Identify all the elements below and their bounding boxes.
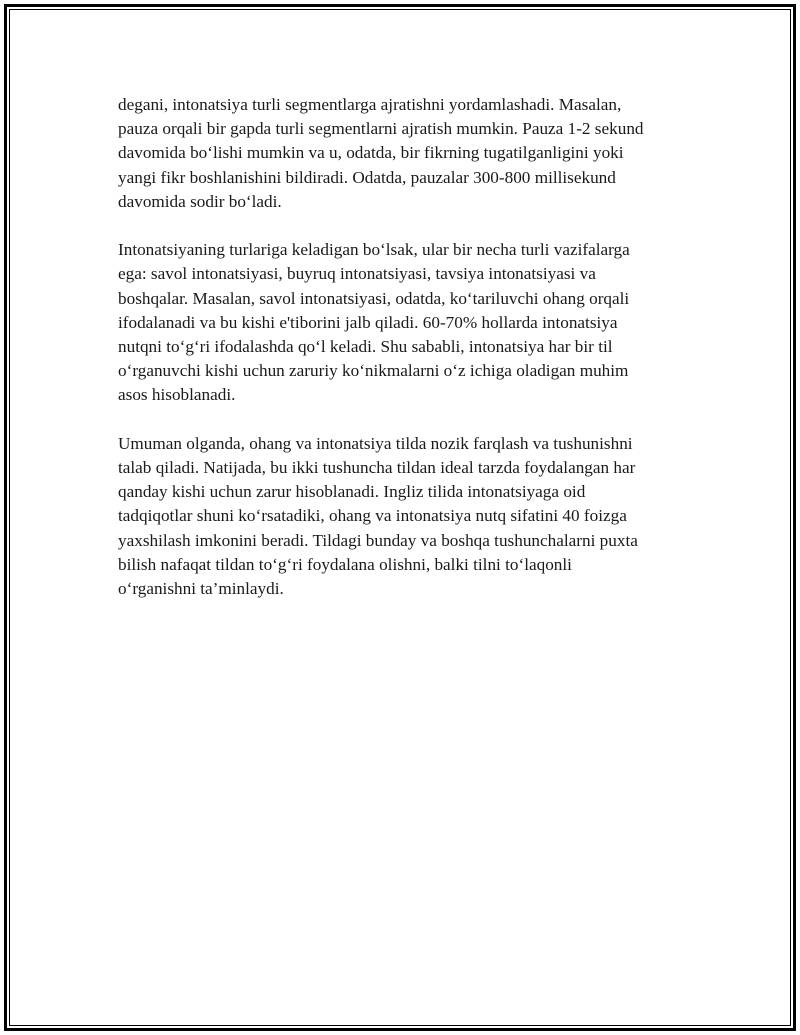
paragraph-conclusion: Umuman olganda, ohang va intonatsiya tilda nozik farqlash va tushunishni talab qiladi. Natijada, bu ikki tushuncha tildan ideal tarzda foydalangan har qanday kishi uchun zarur hisoblanadi. Ingliz tilida intonatsiyaga oid tadqiqotlar shuni ko‘rsatadiki, ohang va intonatsiya nutq sifatini 40 foizga yaxshilash imkonini beradi. Tildagi bunday va boshqa tushunchalarni puxta bilish nafaqat tildan to‘g‘ri foydalana olishni, balki tilni to‘laqonli o‘rganishni ta’minlaydi. bbox=[118, 433, 638, 599]
paragraph-intonation-types: Intonatsiyaning turlariga keladigan bo‘lsak, ular bir necha turli vazifalarga ega: savol intonatsiyasi, buyruq intonatsiyasi, tavsiya intonatsiyasi va boshqalar. Masalan, savol intonatsiyasi, odatda, ko‘tariluvchi ohang orqali ifodalanadi va bu kishi e'tiborini jalb qiladi. 60-70% hollarda intonatsiya nutqni to‘g‘ri ifodalashda qo‘l keladi. Shu sababli, intonatsiya har bir til o‘rganuvchi kishi uchun zaruriy ko‘nikmalarni o‘z ichiga oladigan muhim asos hisoblanadi. bbox=[118, 240, 630, 405]
document-body bbox=[118, 93, 688, 625]
paragraph-pauses: degani, intonatsiya turli segmentlarga ajratishni yordamlashadi. Masalan, pauza orqali bir gapda turli segmentlarni ajratish mumkin. Pauza 1-2 sekund davomida bo‘lishi mumkin va u, odatda, bir fikrning tugatilganligini yoki yangi fikr boshlanishini bildiradi. Odatda, pauzalar 300-800 millisekund davomida sodir bo‘ladi. bbox=[118, 95, 644, 211]
